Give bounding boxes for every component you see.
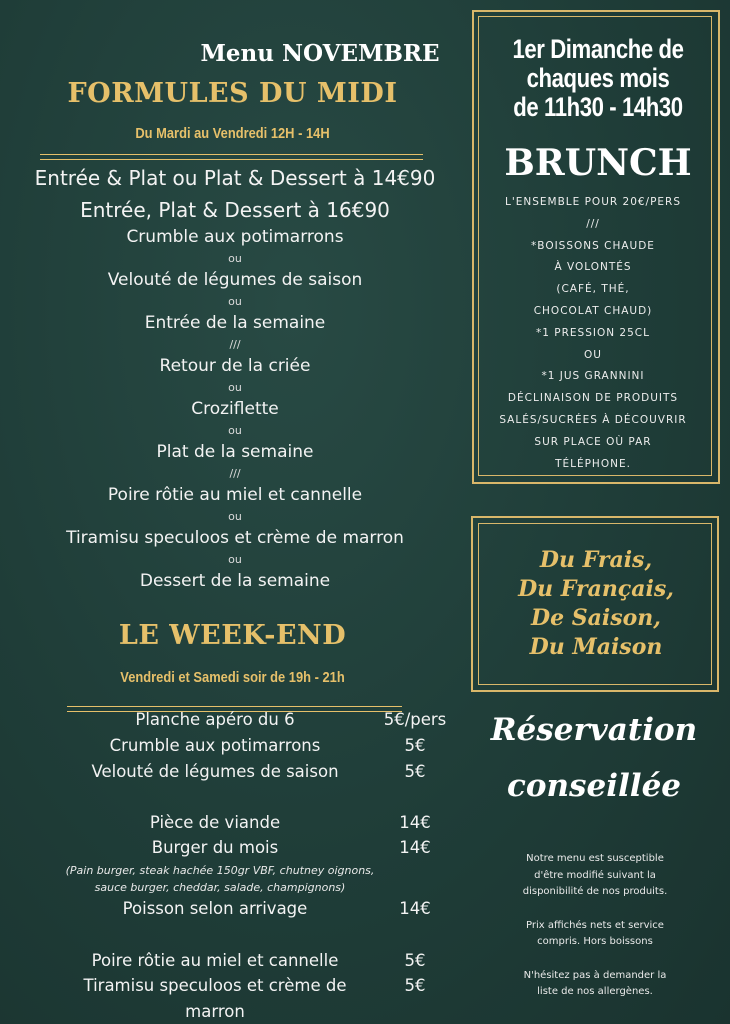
lunch-separator: ou	[228, 381, 242, 394]
burger-description-line: (Pain burger, steak hachée 150gr VBF, chutney oignons,	[65, 864, 375, 877]
lunch-item: Entrée de la semaine	[144, 313, 326, 333]
lunch-separator: ou	[228, 252, 242, 265]
lunch-item: Retour de la criée	[159, 356, 311, 376]
item-price: 14€	[399, 899, 431, 918]
item-price: 5€/pers	[383, 710, 447, 729]
item-name: Poire rôtie au miel et cannelle	[91, 951, 339, 970]
item-name: Poisson selon arrivage	[122, 899, 308, 918]
brunch-line: CHOCOLAT CHAUD)	[533, 304, 653, 317]
info-notes	[500, 851, 690, 1001]
item-price: 14€	[399, 838, 431, 857]
note-line: compris. Hors boissons	[537, 936, 653, 947]
lunch-item: Poire rôtie au miel et cannelle	[107, 485, 363, 505]
brunch-line: OU	[584, 348, 602, 361]
burger-description-line: sauce burger, cheddar, salade, champignons)	[94, 881, 346, 894]
note-line: N'hésitez pas à demander la	[523, 969, 667, 981]
lunch-separator: ou	[228, 295, 242, 308]
item-price: 14€	[399, 813, 431, 832]
brunch-headline-line: de 11h30 - 14h30	[513, 92, 683, 122]
tagline-line: Du Français,	[518, 576, 674, 602]
lunch-item: Croziflette	[191, 399, 279, 419]
item-price: 5€	[404, 736, 426, 755]
lunch-formula: Entrée & Plat ou Plat & Dessert à 14€90	[34, 166, 436, 190]
brunch-line: ///	[586, 217, 600, 230]
item-name: Velouté de légumes de saison	[91, 762, 339, 781]
lunch-item: Plat de la semaine	[156, 442, 314, 462]
brunch-line: (CAFÉ, THÉ,	[556, 283, 630, 296]
note-spacer	[500, 901, 690, 918]
note-line: Prix affichés nets et service	[526, 919, 664, 931]
lunch-title: FORMULES DU MIDI	[67, 78, 398, 109]
note-spacer	[500, 951, 690, 968]
lunch-item: Crumble aux potimarrons	[126, 227, 344, 247]
reservation-line-2: conseillée	[506, 768, 682, 804]
item-price: 5€	[404, 762, 426, 781]
brunch-line: L'ENSEMBLE POUR 20€/PERS	[504, 196, 682, 208]
brunch-line: À VOLONTÉS	[554, 261, 632, 274]
lunch-item: Dessert de la semaine	[139, 571, 331, 591]
lunch-item: Velouté de légumes de saison	[107, 270, 363, 290]
item-name-continued: marron	[185, 1002, 245, 1021]
item-name: Crumble aux potimarrons	[109, 736, 321, 755]
tagline-line: De Saison,	[531, 605, 661, 631]
lunch-separator: ///	[229, 338, 241, 351]
item-price: 5€	[404, 951, 426, 970]
reservation-line-1: Réservation	[490, 712, 698, 748]
weekend-schedule: Vendredi et Samedi soir de 19h - 21h	[120, 669, 345, 686]
lunch-formula: Entrée, Plat & Dessert à 16€90	[80, 198, 390, 222]
item-name: Burger du mois	[151, 838, 279, 857]
lunch-item: Tiramisu speculoos et crème de marron	[66, 528, 404, 548]
brunch-title: BRUNCH	[504, 142, 692, 184]
brunch-line: TÉLÉPHONE.	[555, 457, 631, 470]
brunch-details	[482, 192, 704, 475]
brunch-headline-line: 1er Dimanche de	[512, 34, 684, 64]
note-line: d'être modifié suivant la	[534, 869, 656, 881]
lunch-divider	[40, 154, 423, 160]
brunch-headline-line: chaques mois	[526, 63, 670, 93]
lunch-menu-list	[20, 162, 450, 592]
item-name: Planche apéro du 6	[135, 710, 295, 729]
note-line: liste de nos allergènes.	[537, 986, 653, 997]
lunch-separator: ou	[228, 553, 242, 566]
item-name: Pièce de viande	[149, 813, 281, 832]
tagline	[474, 546, 718, 662]
weekend-title: LE WEEK-END	[118, 620, 347, 651]
brunch-line: SUR PLACE OÙ PAR	[534, 435, 652, 448]
burger-description	[60, 862, 380, 896]
lunch-schedule: Du Mardi au Vendredi 12H - 14H	[135, 125, 330, 142]
brunch-headline	[500, 35, 697, 122]
brunch-line: SALÉS/SUCRÉES À DÉCOUVRIR	[499, 413, 687, 426]
tagline-line: Du Frais,	[539, 547, 653, 573]
lunch-separator: ou	[228, 424, 242, 437]
note-line: Notre menu est susceptible	[526, 853, 664, 864]
tagline-line: Du Maison	[529, 634, 663, 660]
brunch-line: *1 JUS GRANNINI	[541, 370, 645, 383]
brunch-line: DÉCLINAISON DE PRODUITS	[507, 392, 679, 405]
note-line: disponibilité de nos produits.	[522, 886, 668, 897]
item-name: Tiramisu speculoos et crème de	[83, 976, 347, 995]
lunch-separator: ou	[228, 510, 242, 523]
lunch-separator: ///	[229, 467, 241, 480]
menu-title: Menu NOVEMBRE	[200, 40, 440, 67]
item-price: 5€	[404, 976, 426, 995]
brunch-line: *1 PRESSION 25CL	[536, 326, 650, 339]
brunch-line: *BOISSONS CHAUDE	[531, 239, 655, 252]
